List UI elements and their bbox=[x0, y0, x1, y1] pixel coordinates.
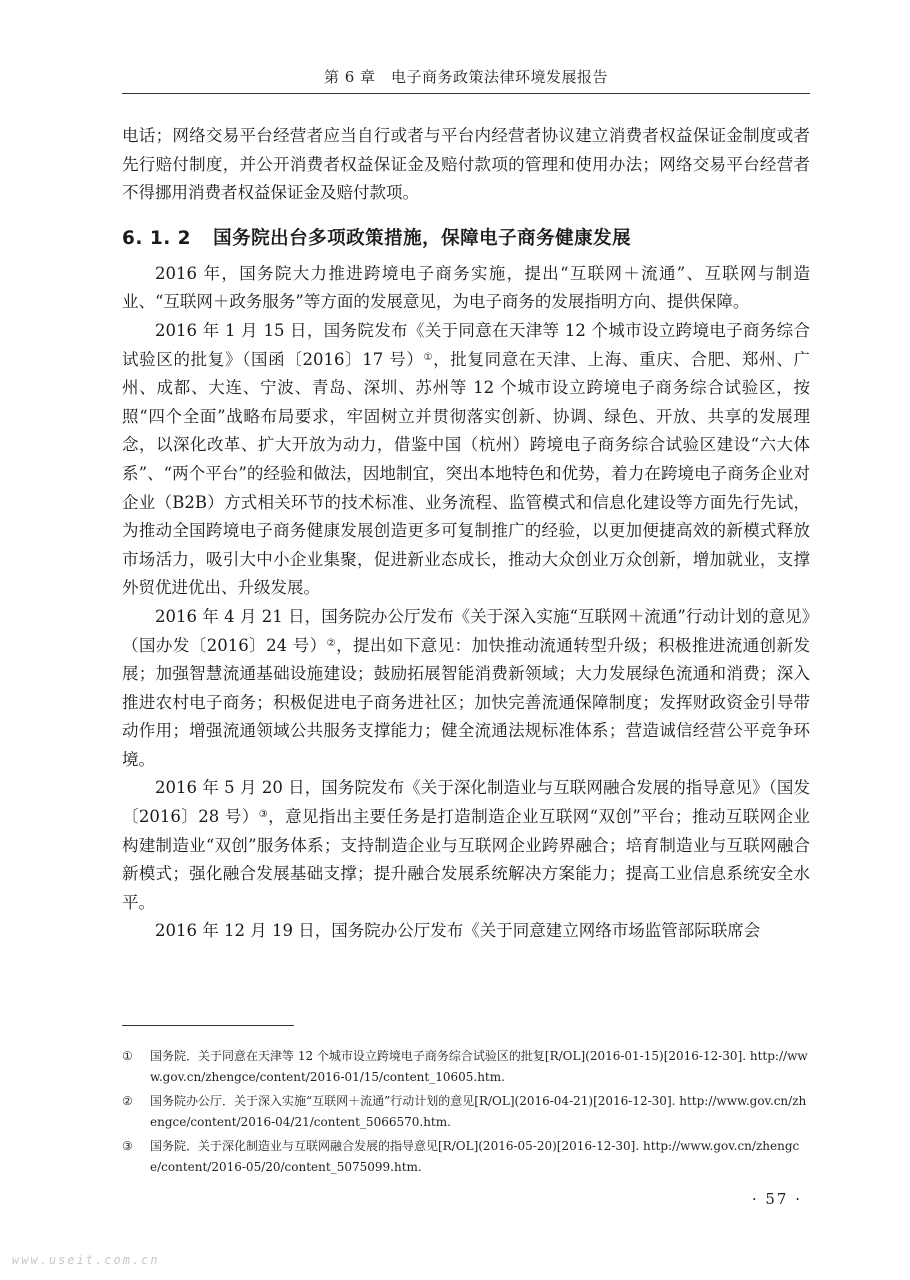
footnote-rule bbox=[122, 1025, 294, 1026]
paragraph-5: 2016 年 12 月 19 日，国务院办公厅发布《关于同意建立网络市场监管部际联席会 bbox=[155, 921, 761, 941]
page-number: · 57 · bbox=[751, 1190, 802, 1208]
footnote-text: 国务院办公厅．关于深入实施“互联网＋流通”行动计划的意见[R/OL](2016-04-21)[2016-12-30]. http://www.gov.cn/zhengce/content/2016-04/21/content_5066570.htm. bbox=[150, 1094, 807, 1129]
footnote-item bbox=[122, 1091, 810, 1133]
footnote-item bbox=[122, 1046, 810, 1088]
continued-paragraph: 电话；网络交易平台经营者应当自行或者与平台内经营者协议建立消费者权益保证金制度或者先行赔付制度，并公开消费者权益保证金及赔付款项的管理和使用办法；网络交易平台经营者不得挪用消费者权益保证金及赔付款项。 bbox=[122, 126, 810, 203]
watermark: www.useit.com.cn bbox=[12, 1253, 160, 1267]
paragraph-4-lead: 2016 年 5 月 20 日，国务院发布《关于深化制造业与互联网融合发展的指导意见》（国发〔2016〕28 号） bbox=[122, 778, 810, 827]
section-title: 国务院出台多项政策措施，保障电子商务健康发展 bbox=[213, 227, 632, 249]
paragraph-3-lead: 2016 年 4 月 21 日，国务院办公厅发布《关于深入实施“互联网＋流通”行动计划的意见》（国办发〔2016〕24 号） bbox=[122, 606, 810, 655]
footnote-ref-3[interactable]: ③ bbox=[258, 809, 269, 821]
paragraph-1: 2016 年，国务院大力推进跨境电子商务实施，提出“互联网＋流通”、互联网与制造业、“互联网＋政务服务”等方面的发展意见，为电子商务的发展指明方向、提供保障。 bbox=[122, 263, 810, 312]
footnote-text: 国务院．关于深化制造业与互联网融合发展的指导意见[R/OL](2016-05-20)[2016-12-30]. http://www.gov.cn/zhengce/content/2016-05/20/content_5075099.htm. bbox=[150, 1139, 800, 1174]
running-header: 第 6 章 电子商务政策法律环境发展报告 bbox=[323, 68, 609, 86]
footnote-text: 国务院．关于同意在天津等 12 个城市设立跨境电子商务综合试验区的批复[R/OL](2016-01-15)[2016-12-30]. http://www.gov.cn/zhengce/content/2016-01/15/content_10605.htm. bbox=[150, 1049, 808, 1084]
footnote-mark: ② bbox=[122, 1094, 133, 1108]
paragraph-4-rest: ，意见指出主要任务是打造制造企业互联网“双创”平台；推动互联网企业构建制造业“双创”服务体系；支持制造企业与互联网企业跨界融合；培育制造业与互联网融合新模式；强化融合发展基础支撑；提升融合发展系统解决方案能力；提高工业信息系统安全水平。 bbox=[122, 807, 811, 912]
footnote-ref-2[interactable]: ② bbox=[326, 637, 337, 649]
paragraph-3 bbox=[122, 603, 810, 775]
paragraph-2 bbox=[122, 317, 810, 603]
section-number: 6. 1. 2 bbox=[122, 227, 192, 249]
section-heading bbox=[122, 224, 810, 250]
footnotes bbox=[122, 1046, 810, 1181]
footnote-ref-1[interactable]: ① bbox=[423, 351, 434, 363]
paragraph-2-lead: 2016 年 1 月 15 日，国务院发布《关于同意在天津等 12 个城市设立跨境电子商务综合试验区的批复》（国函〔2016〕17 号） bbox=[122, 320, 810, 369]
main-text bbox=[122, 122, 810, 946]
footnote-mark: ③ bbox=[122, 1139, 133, 1153]
footnote-item bbox=[122, 1136, 810, 1178]
paragraph-2-rest: ，批复同意在天津、上海、重庆、合肥、郑州、广州、成都、大连、宁波、青岛、深圳、苏州等 12 个城市设立跨境电子商务综合试验区，按照“四个全面”战略布局要求，牢固树立并贯彻落实创新、协调、绿色、开放、共享的发展理念，以深化改革、扩大开放为动力，借鉴中国（杭州）跨境电子商务综合试验区建设“六大体系”、“两个平台”的经验和做法，因地制宜，突出本地特色和优势，着力在跨境电子商务企业对企业（B2B）方式相关环节的技术标准、业务流程、监管模式和信息化建设等方面先行先试，为推动全国跨境电子商务健康发展创造更多可复制推广的经验，以更加便捷高效的新模式释放市场活力，吸引大中小企业集聚，促进新业态成长，推动大众创业万众创新，增加就业，支撑外贸优进优出、升级发展。 bbox=[122, 349, 810, 598]
paragraph-4 bbox=[122, 774, 810, 917]
header-rule bbox=[122, 93, 810, 94]
footnote-mark: ① bbox=[122, 1049, 133, 1063]
paragraph-3-rest: ，提出如下意见：加快推动流通转型升级；积极推进流通创新发展；加强智慧流通基础设施建设；鼓励拓展智能消费新领域；大力发展绿色流通和消费；深入推进农村电子商务；积极促进电子商务进社区；加快完善流通保障制度；发挥财政资金引导带动作用；增强流通领域公共服务支撑能力；健全流通法规标准体系；营造诚信经营公平竞争环境。 bbox=[122, 635, 811, 769]
